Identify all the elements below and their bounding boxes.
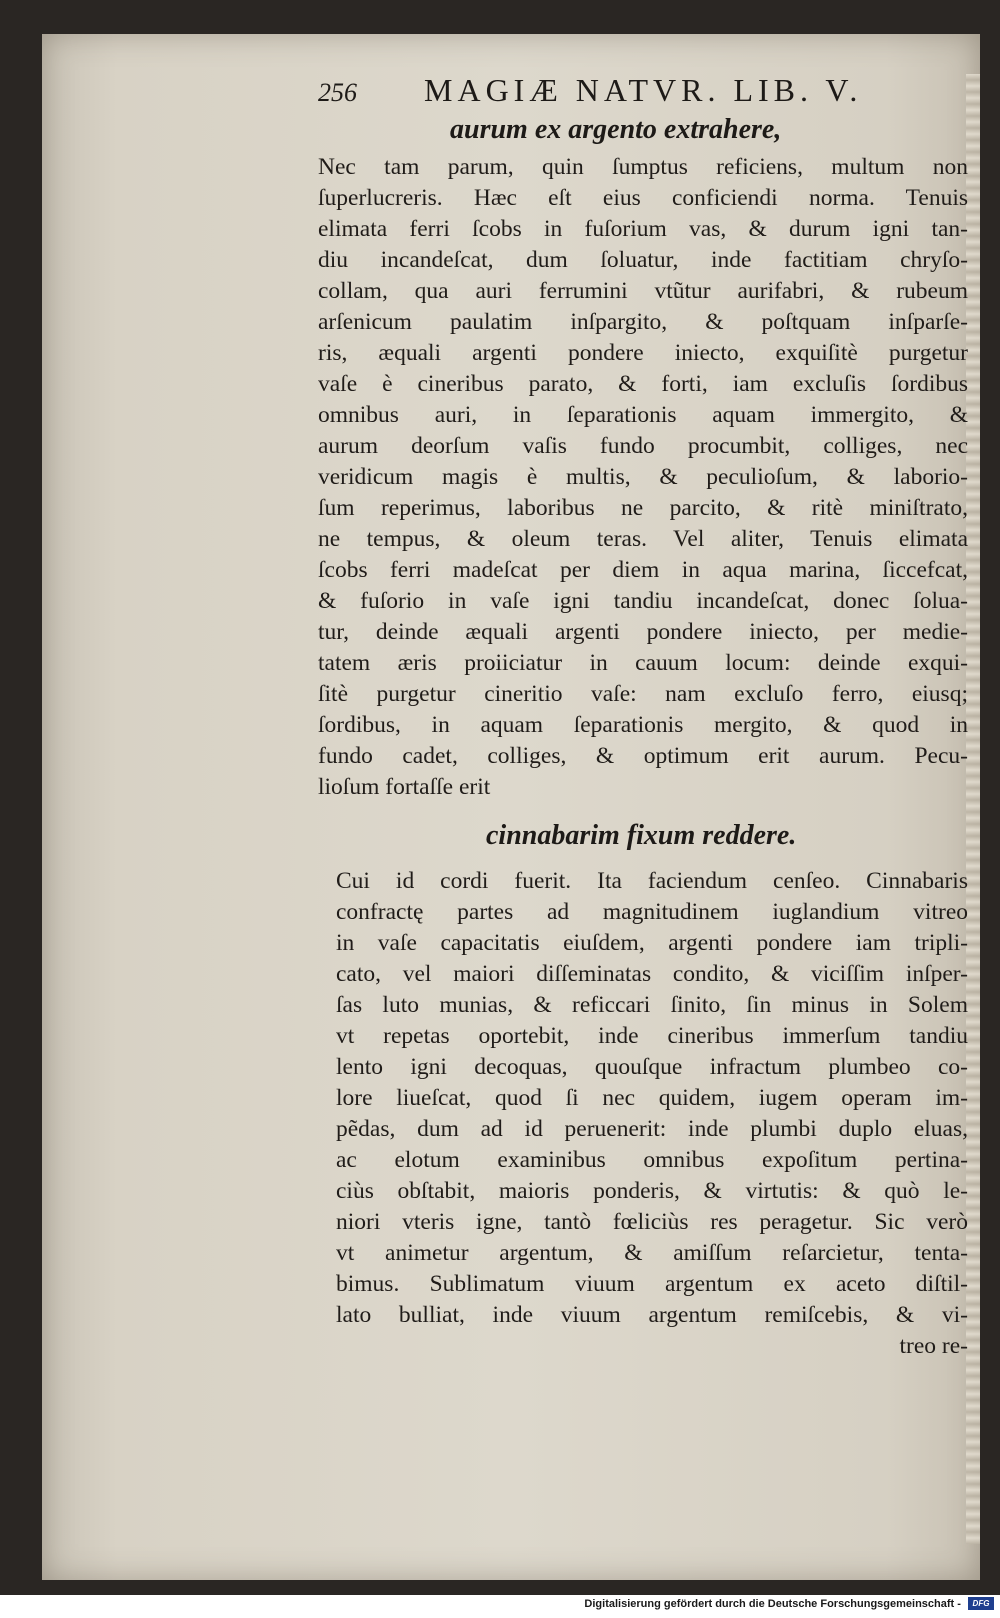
text-line: ſitè purgetur cineritio vaſe: nam excluſo ferro, eiusq;: [318, 681, 968, 707]
text-line: ne tempus, & oleum teras. Vel aliter, Tenuis elimata: [318, 526, 968, 552]
text-line: omnibus auri, in ſeparationis aquam immergito, &: [318, 402, 968, 428]
text-line: tatem æris proiiciatur in cauum locum: deinde exqui-: [318, 650, 968, 676]
text-line: cato, vel maiori diſſeminatas condito, & viciſſim inſper-: [336, 961, 968, 987]
text-line: arſenicum paulatim inſpargito, & poſtquam inſparſe-: [318, 309, 968, 335]
text-line: vt repetas oportebit, inde cineribus immerſum tandiu: [336, 1023, 968, 1049]
text-line: lento igni decoquas, quouſque infractum plumbeo co-: [336, 1054, 968, 1080]
text-line: lore liueſcat, quod ſi nec quidem, iugem operam im-: [336, 1085, 968, 1111]
text-line: & fuſorio in vaſe igni tandiu incandeſcat, donec ſolua-: [318, 588, 968, 614]
text-line: bimus. Sublimatum viuum argentum ex aceto diſtil-: [336, 1271, 968, 1297]
text-line: ſum reperimus, laboribus ne parcito, & ritè miniſtrato,: [318, 495, 968, 521]
text-line: collam, qua auri ferrumini vtũtur aurifabri, & rubeum: [318, 278, 968, 304]
section-heading-2: cinnabarim fixum reddere.: [486, 820, 797, 851]
text-line: ſas luto munias, & reficcari ſinito, ſin minus in Solem: [336, 992, 968, 1018]
text-line: Cui id cordi fuerit. Ita faciendum cenſeo. Cinnabaris: [336, 868, 968, 894]
text-line: ſordibus, in aquam ſeparationis mergito, & quod in: [318, 712, 968, 738]
dfg-logo: DFG: [968, 1597, 994, 1610]
text-line: elimata ferri ſcobs in fuſorium vas, & durum igni tan-: [318, 216, 968, 242]
section-body-2: [336, 866, 968, 1362]
text-line: ris, æquali argenti pondere iniecto, exquiſitè purgetur: [318, 340, 968, 366]
text-line: in vaſe capacitatis eiuſdem, argenti pondere iam tripli-: [336, 930, 968, 956]
text-line: ſuperlucreris. Hæc eſt eius conficiendi norma. Tenuis: [318, 185, 968, 211]
text-line: veridicum magis è multis, & peculioſum, & laborio-: [318, 464, 968, 490]
text-line: diu incandeſcat, dum ſoluatur, inde factitiam chryſo-: [318, 247, 968, 273]
text-line: ciùs obſtabit, maioris ponderis, & virtutis: & quò le-: [336, 1178, 968, 1204]
section-heading-1: aurum ex argento extrahere,: [450, 114, 782, 145]
text-line: Nec tam parum, quin ſumptus reficiens, multum non: [318, 154, 968, 180]
text-line: fundo cadet, colliges, & optimum erit aurum. Pecu-: [318, 743, 968, 769]
text-line: ſcobs ferri madeſcat per diem in aqua marina, ſiccefcat,: [318, 557, 968, 583]
section-body-1: [318, 152, 968, 803]
text-line: ac elotum examinibus omnibus expoſitum pertina-: [336, 1147, 968, 1173]
text-line: tur, deinde æquali argenti pondere iniecto, per medie-: [318, 619, 968, 645]
running-head: MAGIÆ NATVR. LIB. V.: [424, 72, 863, 108]
text-line: vt animetur argentum, & amiſſum reſarcietur, tenta-: [336, 1240, 968, 1266]
catchword: treo re-: [899, 1333, 968, 1359]
text-line: confractę partes ad magnitudinem iuglandium vitreo: [336, 899, 968, 925]
page-edge: [966, 74, 980, 1544]
page-header: [318, 72, 878, 112]
digitization-footer: [0, 1597, 994, 1617]
text-line: niori vteris igne, tantò fœliciùs res peragetur. Sic verò: [336, 1209, 968, 1235]
footer-text: Digitalisierung gefördert durch die Deutsche Forschungsgemeinschaft -: [584, 1597, 961, 1610]
page-number: 256: [318, 78, 357, 107]
text-line: vaſe è cineribus parato, & forti, iam excluſis ſordibus: [318, 371, 968, 397]
text-line: aurum deorſum vaſis fundo procumbit, colliges, nec: [318, 433, 968, 459]
text-line: lato bulliat, inde viuum argentum remiſcebis, & vi-: [336, 1302, 968, 1328]
text-line: pẽdas, dum ad id peruenerit: inde plumbi duplo eluas,: [336, 1116, 968, 1142]
text-line: lioſum fortaſſe erit: [318, 774, 491, 800]
